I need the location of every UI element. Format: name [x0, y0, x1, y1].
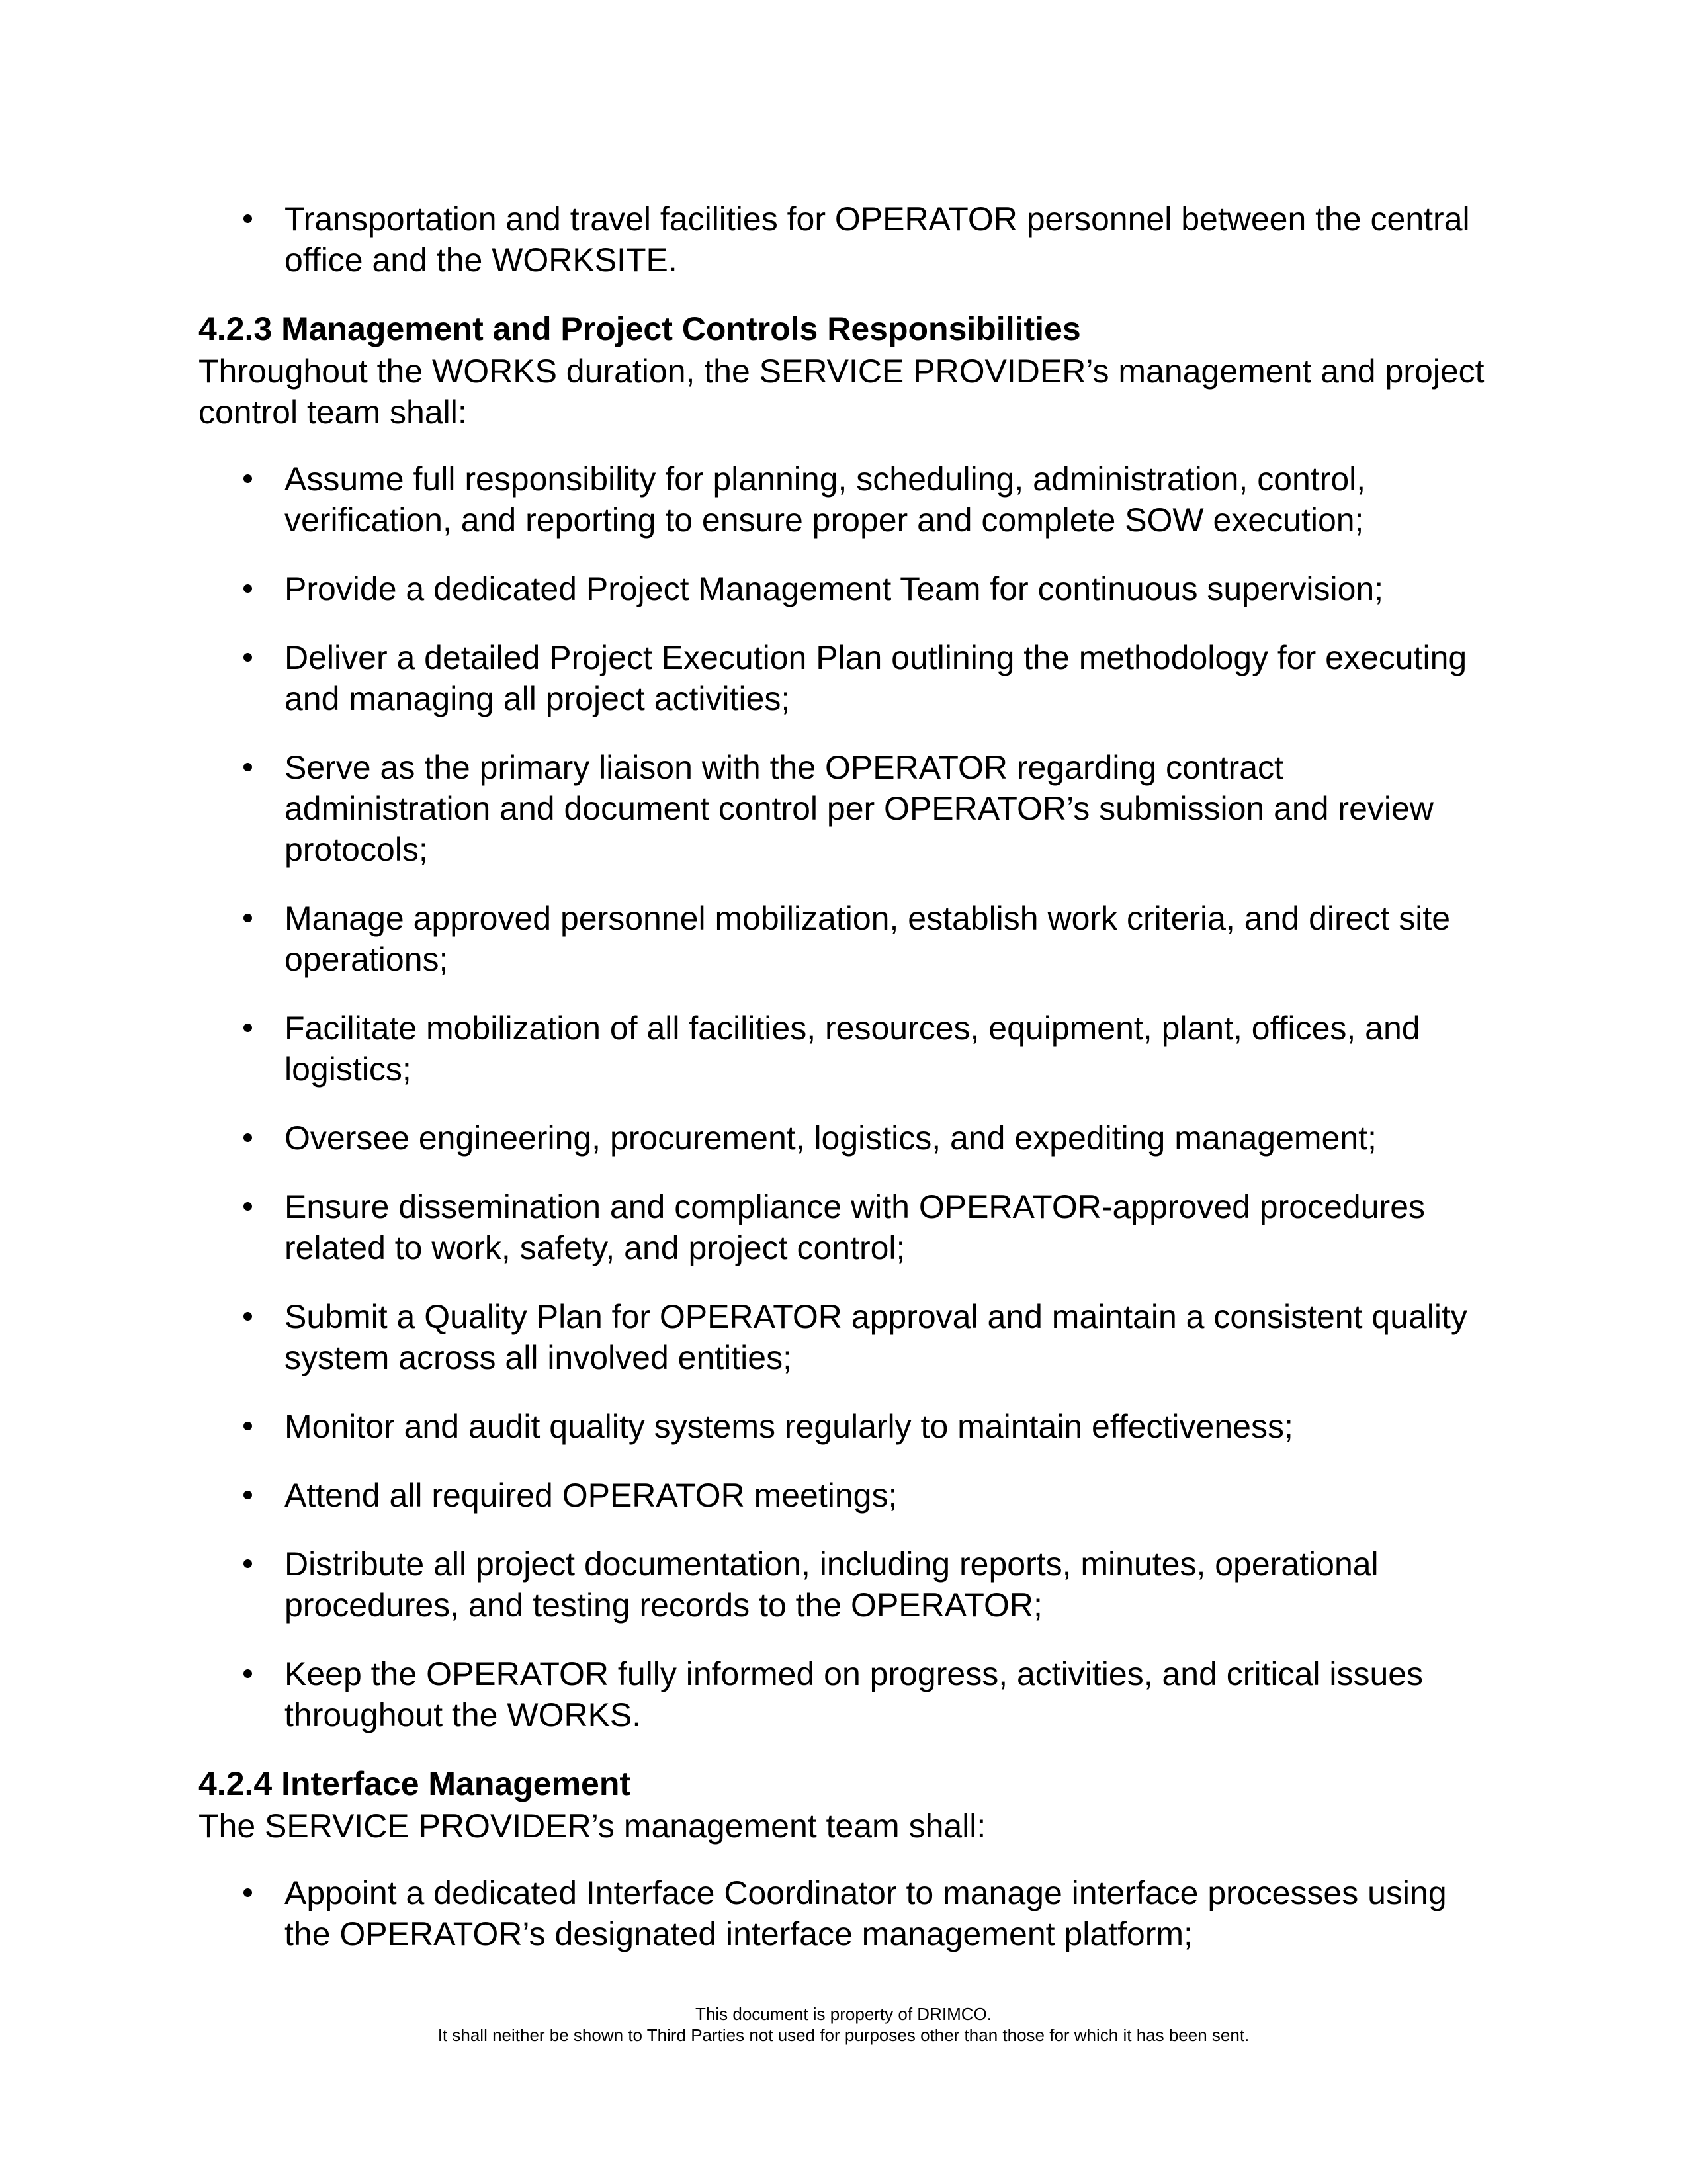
list-item — [284, 459, 1489, 541]
list-item — [284, 1653, 1489, 1735]
list-item — [284, 1544, 1489, 1626]
list-item — [284, 1008, 1489, 1090]
list-item — [284, 637, 1489, 719]
bullet-icon — [243, 1024, 252, 1032]
list-item — [284, 747, 1489, 870]
bullet-list-423 — [198, 459, 1489, 1735]
list-item-text: Manage approved personnel mobilization, establish work criteria, and direct site operations; — [284, 900, 1451, 978]
bullet-icon — [243, 1312, 252, 1321]
footer-line-2: It shall neither be shown to Third Parties not used for purposes other than those for which it has been sent. — [437, 2025, 1250, 2045]
bullet-list-continued — [198, 198, 1489, 281]
bullet-icon — [243, 1202, 252, 1211]
list-item-text: Ensure dissemination and compliance with OPERATOR-approved procedures related to work, safety, and project control; — [284, 1188, 1425, 1266]
bullet-icon — [243, 1422, 252, 1430]
section-intro-423: Throughout the WORKS duration, the SERVICE PROVIDER’s management and project control team shall: — [198, 353, 1485, 431]
list-item — [284, 1117, 1489, 1158]
bullet-icon — [243, 474, 252, 483]
list-item — [284, 568, 1489, 609]
bullet-icon — [243, 584, 252, 593]
list-item — [284, 1186, 1489, 1268]
list-item-text: Attend all required OPERATOR meetings; — [284, 1477, 898, 1514]
list-item-text: Assume full responsibility for planning, scheduling, administration, control, verification, and reporting to ensure proper and complete SOW execution; — [284, 460, 1366, 539]
footer-line-1: This document is property of DRIMCO. — [695, 2004, 992, 2024]
list-item-text: Serve as the primary liaison with the OPERATOR regarding contract administration and document control per OPERATOR’s submission and review protocols; — [284, 749, 1434, 868]
list-item-text: Provide a dedicated Project Management Team for continuous supervision; — [284, 570, 1384, 607]
list-item-text: Deliver a detailed Project Execution Plan outlining the methodology for executing and managing all project activities; — [284, 639, 1467, 717]
bullet-icon — [243, 653, 252, 662]
bullet-list-424 — [198, 1872, 1489, 1954]
list-item — [284, 1475, 1489, 1516]
list-item-text: Facilitate mobilization of all facilities, resources, equipment, plant, offices, and logistics; — [284, 1010, 1420, 1088]
footer — [0, 2003, 1687, 2046]
list-item-text: Submit a Quality Plan for OPERATOR approval and maintain a consistent quality system across all involved entities; — [284, 1298, 1467, 1376]
bullet-icon — [243, 1491, 252, 1499]
section-intro-424: The SERVICE PROVIDER’s management team shall: — [198, 1808, 986, 1845]
list-item-text: Distribute all project documentation, including reports, minutes, operational procedures, and testing records to the OPERATOR; — [284, 1546, 1379, 1624]
section-heading-424: 4.2.4 Interface Management — [198, 1765, 631, 1802]
bullet-icon — [243, 1559, 252, 1568]
list-item — [284, 1872, 1489, 1954]
list-item — [284, 198, 1489, 281]
list-item-text: Monitor and audit quality systems regularly to maintain effectiveness; — [284, 1408, 1293, 1445]
bullet-icon — [243, 914, 252, 922]
list-item-text: Keep the OPERATOR fully informed on progress, activities, and critical issues throughout the WORKS. — [284, 1655, 1424, 1733]
list-item-text: Oversee engineering, procurement, logistics, and expediting management; — [284, 1119, 1377, 1157]
list-item-text: Appoint a dedicated Interface Coordinator to manage interface processes using the OPERATOR’s designated interface management platform; — [284, 1874, 1447, 1952]
bullet-icon — [243, 1669, 252, 1678]
list-item-text: Transportation and travel facilities for OPERATOR personnel between the central office and the WORKSITE. — [284, 200, 1470, 279]
bullet-icon — [243, 763, 252, 771]
list-item — [284, 1406, 1489, 1447]
bullet-icon — [243, 1888, 252, 1897]
bullet-icon — [243, 1133, 252, 1142]
list-item — [284, 1296, 1489, 1378]
list-item — [284, 898, 1489, 980]
section-heading-423: 4.2.3 Management and Project Controls Responsibilities — [198, 310, 1081, 347]
bullet-icon — [243, 214, 252, 223]
